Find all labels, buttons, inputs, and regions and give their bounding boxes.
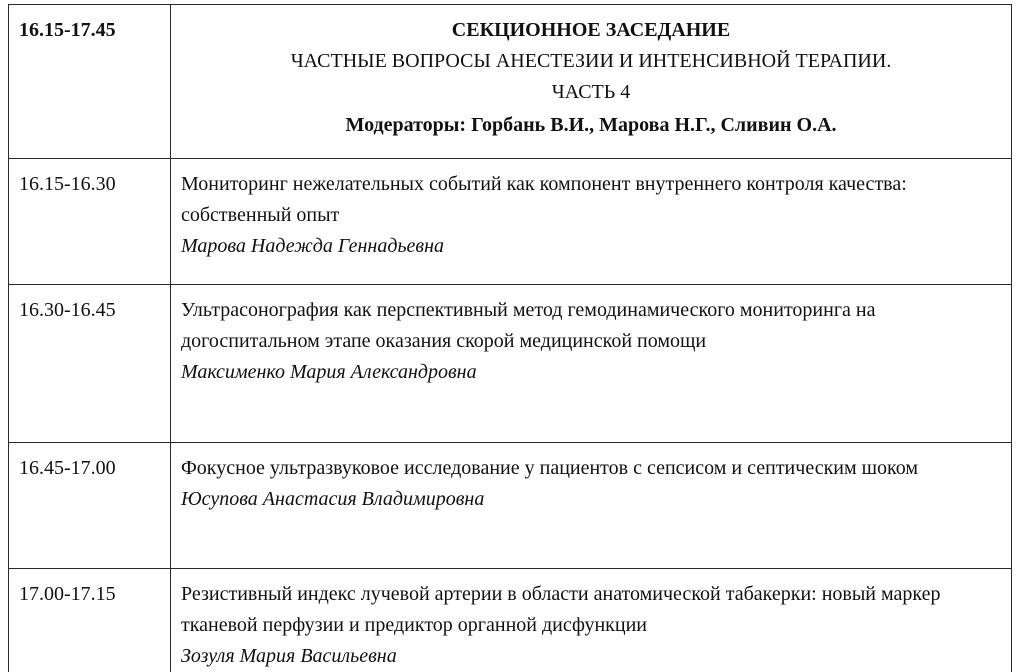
talk-title: Резистивный индекс лучевой артерии в области анатомической табакерки: новый маркер тканевой перфузии и предиктор органной дисфункции (181, 583, 941, 636)
talk-time: 17.00-17.15 (9, 569, 171, 672)
session-moderators: Модераторы: Горбань В.И., Марова Н.Г., Сливин О.А. (345, 114, 837, 136)
talk-title: Фокусное ультразвуковое исследование у пациентов с сепсисом и септическим шоком (181, 457, 919, 479)
talk-speaker: Зозуля Мария Васильевна (181, 645, 397, 667)
talk-row (9, 159, 1012, 285)
talk-row (9, 569, 1012, 672)
talk-speaker: Максименко Мария Александровна (181, 361, 477, 383)
session-part: ЧАСТЬ 4 (551, 81, 631, 103)
talk-title: Ультрасонография как перспективный метод гемодинамического мониторинга на догоспитальном этапе оказания скорой медицинской помощи (181, 299, 876, 352)
session-subtitle: ЧАСТНЫЕ ВОПРОСЫ АНЕСТЕЗИИ И ИНТЕНСИВНОЙ ТЕРАПИИ. (290, 50, 892, 72)
talk-time: 16.30-16.45 (9, 285, 171, 443)
talk-info (171, 443, 1012, 569)
session-title: СЕКЦИОННОЕ ЗАСЕДАНИЕ (451, 19, 731, 41)
session-time: 16.15-17.45 (9, 5, 171, 159)
program-table (8, 4, 1012, 672)
talk-speaker: Марова Надежда Геннадьевна (181, 235, 445, 257)
talk-title: Мониторинг нежелательных событий как компонент внутреннего контроля качества: собственный опыт (181, 173, 907, 226)
talk-row (9, 285, 1012, 443)
talk-info (171, 285, 1012, 443)
session-header-row (9, 5, 1012, 159)
talk-info (171, 569, 1012, 672)
session-info (171, 5, 1012, 159)
talk-time: 16.15-16.30 (9, 159, 171, 285)
talk-speaker: Юсупова Анастасия Владимировна (181, 488, 485, 510)
talk-row (9, 443, 1012, 569)
talk-info (171, 159, 1012, 285)
talk-time: 16.45-17.00 (9, 443, 171, 569)
